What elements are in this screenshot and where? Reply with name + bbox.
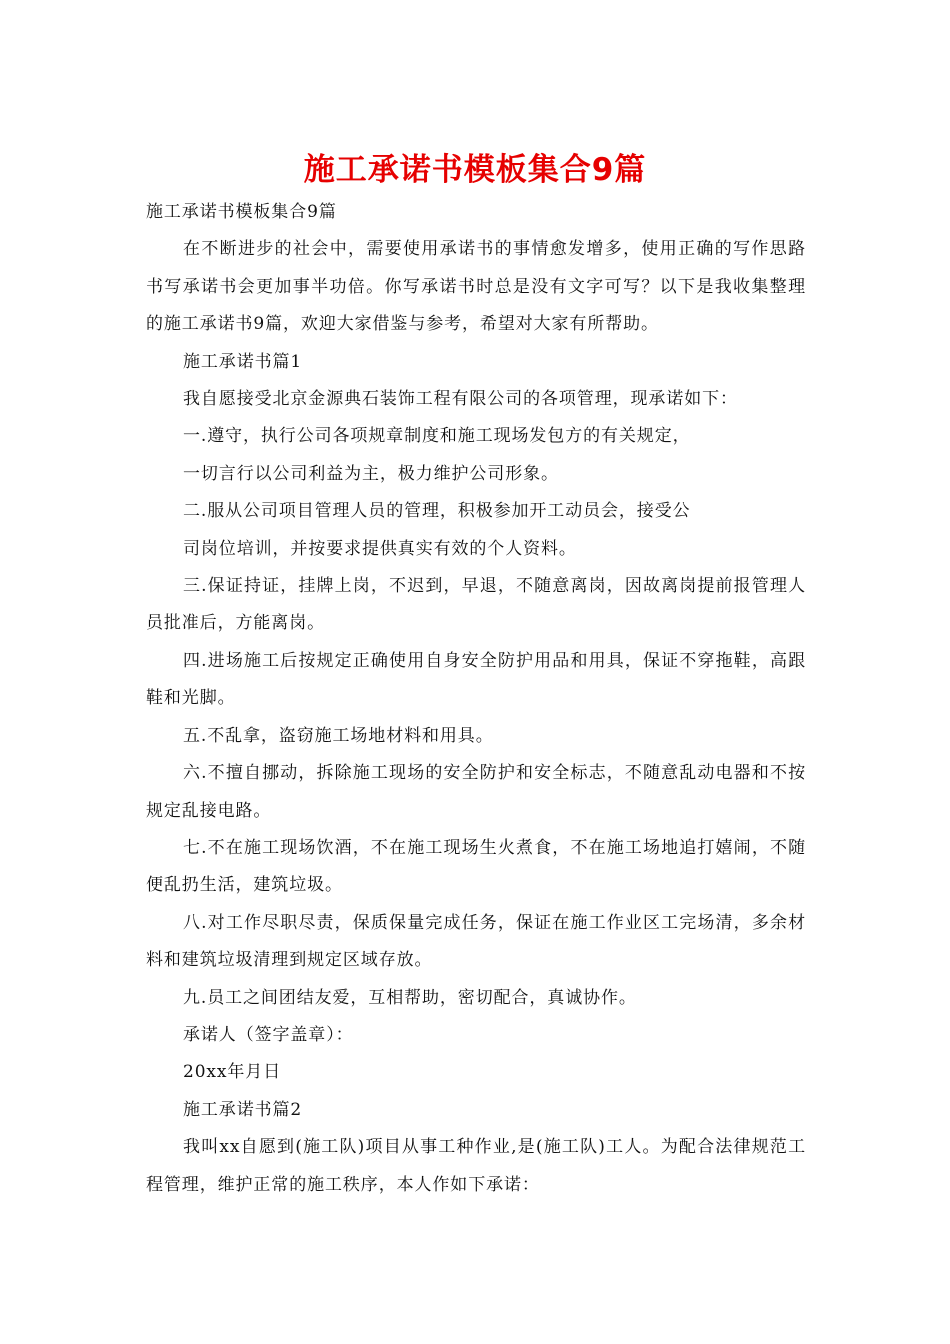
paragraph: 四.进场施工后按规定正确使用自身安全防护用品和用具，保证不穿拖鞋，高跟鞋和光脚。 xyxy=(146,650,806,709)
document-body xyxy=(146,194,806,1204)
paragraph: 九.员工之间团结友爱，互相帮助，密切配合，真诚协作。 xyxy=(183,987,637,1008)
paragraph: 我自愿接受北京金源典石装饰工程有限公司的各项管理，现承诺如下： xyxy=(183,389,738,410)
paragraph: 施工承诺书篇2 xyxy=(183,1099,303,1120)
paragraph: 一.遵守，执行公司各项规章制度和施工现场发包方的有关规定， xyxy=(183,426,691,447)
paragraph: 20xx年月日 xyxy=(183,1062,282,1083)
paragraph: 八.对工作尽职尽责，保质保量完成任务，保证在施工作业区工完场清，多余材料和建筑垃圾清理到规定区域存放。 xyxy=(146,912,806,971)
document-title: 施工承诺书模板集合9篇 xyxy=(303,152,647,188)
paragraph: 六.不擅自挪动，拆除施工现场的安全防护和安全标志，不随意乱动电器和不按规定乱接电路。 xyxy=(146,763,806,821)
paragraph: 我叫xx自愿到(施工队)项目从事工种作业,是(施工队)工人。为配合法律规范工程管理，维护正常的施工秩序，本人作如下承诺： xyxy=(146,1137,806,1195)
paragraph: 承诺人（签字盖章）： xyxy=(183,1024,354,1045)
paragraph: 施工承诺书模板集合9篇 xyxy=(146,202,337,222)
paragraph: 一切言行以公司利益为主，极力维护公司形象。 xyxy=(183,463,559,484)
paragraph: 施工承诺书篇1 xyxy=(183,351,303,372)
paragraph: 七.不在施工现场饮酒，不在施工现场生火煮食，不在施工场地追打嬉闹，不随便乱扔生活，建筑垃圾。 xyxy=(146,837,806,896)
paragraph: 三.保证持证，挂牌上岗，不迟到，早退，不随意离岗，因故离岗提前报管理人员批准后，方能离岗。 xyxy=(146,576,806,634)
paragraph: 司岗位培训，并按要求提供真实有效的个人资料。 xyxy=(183,538,577,559)
paragraph: 五.不乱拿，盗窃施工场地材料和用具。 xyxy=(183,725,494,746)
paragraph: 在不断进步的社会中，需要使用承诺书的事情愈发增多，使用正确的写作思路书写承诺书会更加事半功倍。你写承诺书时总是没有文字可写？以下是我收集整理的施工承诺书9篇，欢迎大家借鉴与参考，希望对大家有所帮助。 xyxy=(146,239,806,335)
paragraph: 二.服从公司项目管理人员的管理，积极参加开工动员会，接受公 xyxy=(183,501,691,522)
